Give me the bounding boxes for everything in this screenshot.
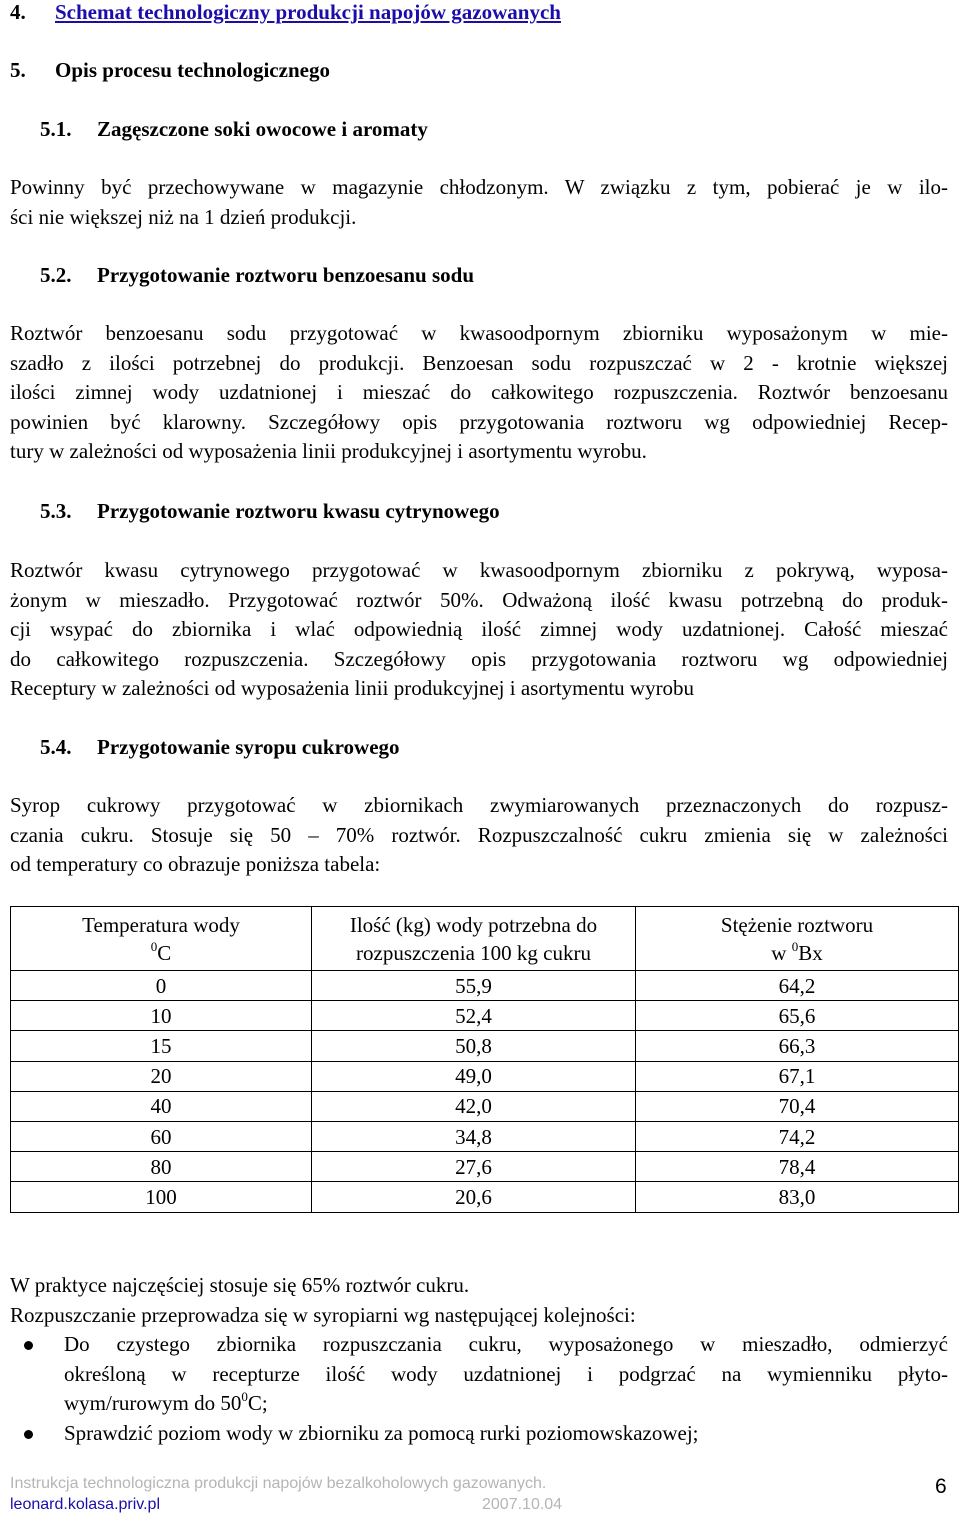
table-cell: 34,8 xyxy=(312,1121,636,1151)
header-text: rozpuszczenia 100 kg cukru xyxy=(356,940,591,965)
table-cell: 80 xyxy=(11,1152,312,1182)
header-text: Stężenie roztworu xyxy=(720,912,874,937)
paragraph-line: czania cukru. Stosuje się 50 – 70% roztwór. Rozpuszczalność cukru zmienia się w zależności xyxy=(10,822,948,847)
heading-5-4-title: Przygotowanie syropu cukrowego xyxy=(97,735,400,759)
heading-5-2-number: 5.2. xyxy=(40,263,72,287)
heading-5-1 xyxy=(40,115,428,145)
paragraph-line: Syrop cukrowy przygotować w zbiornikach zwymiarowanych przeznaczonych do rozpusz- xyxy=(10,793,948,817)
table-cell: 50,8 xyxy=(312,1031,636,1061)
footer-title: Instrukcja technologiczna produkcji napojów bezalkoholowych gazowanych. xyxy=(10,1475,547,1492)
header-text: Bx xyxy=(798,940,823,965)
paragraph-line: Powinny być przechowywane w magazynie chłodzonym. W związku z tym, pobierać je w ilo- xyxy=(10,175,948,199)
paragraph-line: szadło z ilości potrzebnej do produkcji. Benzoesan sodu rozpuszczać w 2 - krotnie większej xyxy=(10,350,948,375)
heading-5-3-title: Przygotowanie roztworu kwasu cytrynowego xyxy=(97,499,500,523)
table-cell: 0 xyxy=(11,971,312,1001)
heading-5-2-title: Przygotowanie roztworu benzoesanu sodu xyxy=(97,263,475,287)
heading-5-3-number: 5.3. xyxy=(40,499,72,523)
table-header-temperature xyxy=(11,907,312,971)
table-cell: 20 xyxy=(11,1061,312,1091)
table-cell: 40 xyxy=(11,1091,312,1121)
heading-5-3 xyxy=(40,497,500,527)
bullet-line xyxy=(64,1389,948,1419)
footer-site-link[interactable]: leonard.kolasa.priv.pl xyxy=(10,1496,161,1513)
bullet-sup: 0 xyxy=(241,1389,248,1404)
table-cell: 49,0 xyxy=(312,1061,636,1091)
heading-4-number: 4. xyxy=(10,0,26,24)
table-cell: 100 xyxy=(11,1182,312,1212)
paragraph-line: powinien być klarowny. Szczegółowy opis przygotowania roztworu wg odpowiedniej Recep- xyxy=(10,409,948,434)
paragraph-line: Receptury w zależności od wyposażenia linii produkcyjnej i asortymentu wyrobu xyxy=(10,676,695,700)
header-text: w xyxy=(771,940,792,965)
header-text: Temperatura wody xyxy=(82,912,240,937)
bullet-list xyxy=(10,1330,948,1448)
bullet-text: C; xyxy=(247,1391,268,1415)
bullet-item xyxy=(10,1419,948,1449)
table-cell: 67,1 xyxy=(636,1061,959,1091)
table-cell: 78,4 xyxy=(636,1152,959,1182)
heading-5-2 xyxy=(40,261,474,291)
table-row xyxy=(11,1152,959,1182)
table-cell: 66,3 xyxy=(636,1031,959,1061)
paragraph-5-1 xyxy=(10,173,948,232)
paragraph-line: od temperatury co obrazuje poniższa tabela: xyxy=(10,852,381,876)
table-cell: 42,0 xyxy=(312,1091,636,1121)
heading-5-1-number: 5.1. xyxy=(40,117,72,141)
table-row xyxy=(11,971,959,1001)
table-cell: 83,0 xyxy=(636,1182,959,1212)
table-cell: 65,6 xyxy=(636,1001,959,1031)
table-cell: 10 xyxy=(11,1001,312,1031)
paragraph-5-2 xyxy=(10,319,948,467)
bullet-text: wym/rurowym do 50 xyxy=(64,1391,242,1415)
paragraph-5-4 xyxy=(10,791,948,880)
paragraph-line: Rozpuszczanie przeprowadza się w syropiarni wg następującej kolejności: xyxy=(10,1302,636,1327)
paragraph-line: tury w zależności od wyposażenia linii produkcyjnej i asortymentu wyrobu. xyxy=(10,439,647,463)
paragraph-line: ilości zimnej wody uzdatnionej i mieszać do całkowitego rozpuszczenia. Roztwór benzoesanu xyxy=(10,380,948,404)
table-cell: 55,9 xyxy=(312,971,636,1001)
table-cell: 27,6 xyxy=(312,1152,636,1182)
heading-5-4-number: 5.4. xyxy=(40,735,72,759)
table-row xyxy=(11,1182,959,1212)
heading-5 xyxy=(10,56,330,86)
paragraph-line: W praktyce najczęściej stosuje się 65% roztwór cukru. xyxy=(10,1273,470,1297)
header-sup: 0 xyxy=(791,938,799,954)
heading-5-4 xyxy=(40,733,400,763)
table-row xyxy=(11,1031,959,1061)
table-cell: 74,2 xyxy=(636,1121,959,1151)
table-cell: 60 xyxy=(11,1121,312,1151)
table-cell: 20,6 xyxy=(312,1182,636,1212)
heading-5-1-title: Zagęszczone soki owocowe i aromaty xyxy=(97,117,428,141)
bullet-line: Sprawdzić poziom wody w zbiorniku za pomocą rurki poziomowskazowej; xyxy=(64,1420,699,1445)
sugar-solubility-table xyxy=(10,906,959,1213)
bullet-line: określoną w recepturze ilość wody uzdatnionej i podgrzać na wymienniku płyto- xyxy=(64,1361,948,1386)
table-header-concentration xyxy=(636,907,959,971)
header-text: C xyxy=(157,940,172,965)
paragraph-line: ści nie większej niż na 1 dzień produkcji. xyxy=(10,204,357,229)
paragraph-after-table xyxy=(10,1271,948,1330)
table-header-water xyxy=(312,907,636,971)
header-sup: 0 xyxy=(150,938,158,954)
heading-4 xyxy=(10,0,561,28)
heading-5-title: Opis procesu technologicznego xyxy=(55,58,330,82)
paragraph-line: do całkowitego rozpuszczenia. Szczegółowy opis przygotowania roztworu wg odpowiedniej xyxy=(10,646,948,671)
paragraph-5-3 xyxy=(10,556,948,704)
paragraph-line: cji wsypać do zbiornika i wlać odpowiednią ilość zimnej wody uzdatnionej. Całość mieszać xyxy=(10,617,948,641)
table-cell: 70,4 xyxy=(636,1091,959,1121)
bullet-line: Do czystego zbiornika rozpuszczania cukru, wyposażonego w mieszadło, odmierzyć xyxy=(64,1332,948,1356)
heading-4-link[interactable]: Schemat technologiczny produkcji napojów gazowanych xyxy=(55,0,561,24)
table-header-row xyxy=(11,907,959,971)
table-row xyxy=(11,1001,959,1031)
table-row xyxy=(11,1061,959,1091)
bullet-item xyxy=(10,1330,948,1419)
header-text: Ilość (kg) wody potrzebna do xyxy=(349,912,598,937)
page-number: 6 xyxy=(935,1475,947,1498)
paragraph-line: żonym w mieszadło. Przygotować roztwór 50%. Odważoną ilość kwasu potrzebną do produk- xyxy=(10,587,948,612)
table-cell: 52,4 xyxy=(312,1001,636,1031)
paragraph-line: Roztwór benzoesanu sodu przygotować w kwasoodpornym zbiorniku wyposażonym w mie- xyxy=(10,321,948,345)
table-cell: 15 xyxy=(11,1031,312,1061)
table-row xyxy=(11,1121,959,1151)
footer-date: 2007.10.04 xyxy=(482,1496,563,1513)
heading-5-number: 5. xyxy=(10,58,26,82)
table-row xyxy=(11,1091,959,1121)
paragraph-line: Roztwór kwasu cytrynowego przygotować w kwasoodpornym zbiorniku z pokrywą, wyposa- xyxy=(10,558,948,582)
table-cell: 64,2 xyxy=(636,971,959,1001)
bullet-dot-icon xyxy=(24,1341,33,1350)
bullet-dot-icon xyxy=(24,1430,33,1439)
